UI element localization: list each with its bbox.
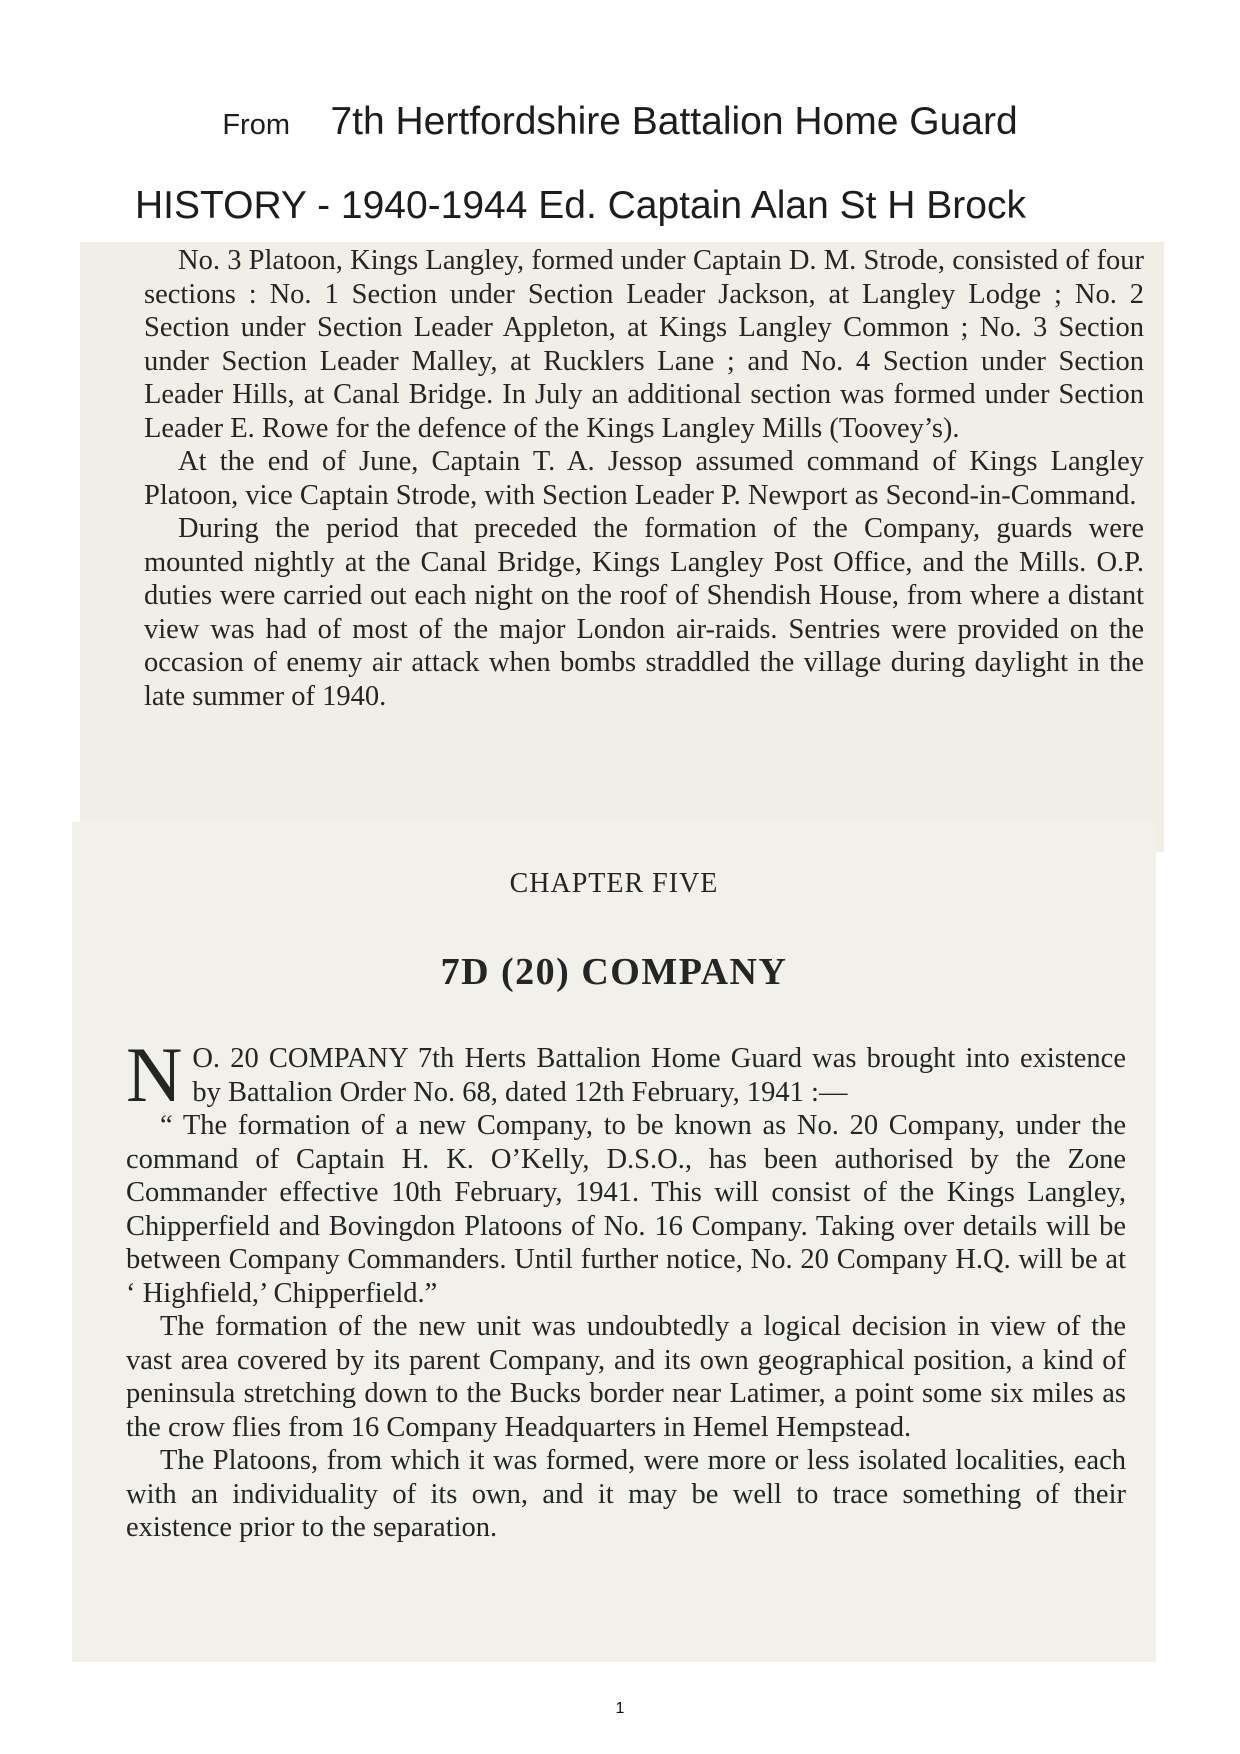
paragraph-guard-duties: During the period that preceded the formation of the Company, guards were mounted nightly at the Canal Bridge, Kings Langley Post Office, and the Mills. O.P. duties were carried out each night on the roof of Shendish House, from where a distant view was had of most of the major London air-raids. Sentries were provided on the occasion of enemy air attack when bombs straddled the village during daylight in the late summer of 1940.: [144, 513, 1144, 712]
chapter-label: CHAPTER FIVE: [509, 868, 719, 899]
paragraph-platoon-sections: No. 3 Platoon, Kings Langley, formed under Captain D. M. Strode, consisted of four sections : No. 1 Section under Section Leader Jackson, at Langley Lodge ; No. 2 Section under Section Leader Appleton, at Kings Langley Common ; No. 3 Section under Section Leader Malley, at Rucklers Lane ; and No. 4 Section under Section Leader Hills, at Canal Bridge. In July an additional section was formed under Section Leader E. Rowe for the defence of the Kings Langley Mills (Toovey’s).: [144, 245, 1144, 444]
scanned-excerpt-chapter: [72, 822, 1156, 1662]
paragraph-jessop-command: At the end of June, Captain T. A. Jessop assumed command of Kings Langley Platoon, vice Captain Strode, with Section Leader P. Newport as Second-in-Command.: [144, 446, 1144, 511]
chapter-body-text: [126, 1031, 1126, 1545]
paragraph-opening: [126, 1031, 1126, 1118]
paragraph-platoons-history: The Platoons, from which it was formed, were more or less isolated localities, each with an individuality of its own, and it may be well to trace something of their existence prior to the separation.: [126, 1445, 1126, 1543]
header-history-title: HISTORY - 1940-1944 Ed. Captain Alan St H Brock: [135, 184, 1026, 227]
header-battalion-title: 7th Hertfordshire Battalion Home Guard: [330, 100, 1018, 143]
document-header-line-1: [0, 100, 1240, 160]
chapter-title: 7D (20) COMPANY: [440, 951, 788, 993]
opening-text: O. 20 COMPANY 7th Herts Battalion Home Guard was brought into existence by Battalion Order No. 68, dated 12th February, 1941 :—: [192, 1043, 1126, 1108]
page-number: 1: [615, 1700, 625, 1717]
drop-cap: N: [126, 1031, 183, 1118]
header-from-label: From: [222, 109, 291, 141]
scanned-excerpt-top: [80, 242, 1164, 852]
paragraph-battalion-order-quote: “ The formation of a new Company, to be known as No. 20 Company, under the command of Captain H. K. O’Kelly, D.S.O., has been authorised by the Zone Commander effective 10th February, 1941. This will consist of the Kings Langley, Chipperfield and Bovingdon Platoons of No. 16 Company. Taking over details will be between Company Commanders. Until further notice, No. 20 Company H.Q. will be at ‘ Highfield,’ Chipperfield.”: [126, 1110, 1126, 1309]
paragraph-formation-decision: The formation of the new unit was undoubtedly a logical decision in view of the vast area covered by its parent Company, and its own geographical position, a kind of peninsula stretching down to the Bucks border near Latimer, a point some six miles as the crow flies from 16 Company Headquarters in Hemel Hempstead.: [126, 1311, 1126, 1443]
excerpt-top-text: [144, 242, 1144, 713]
